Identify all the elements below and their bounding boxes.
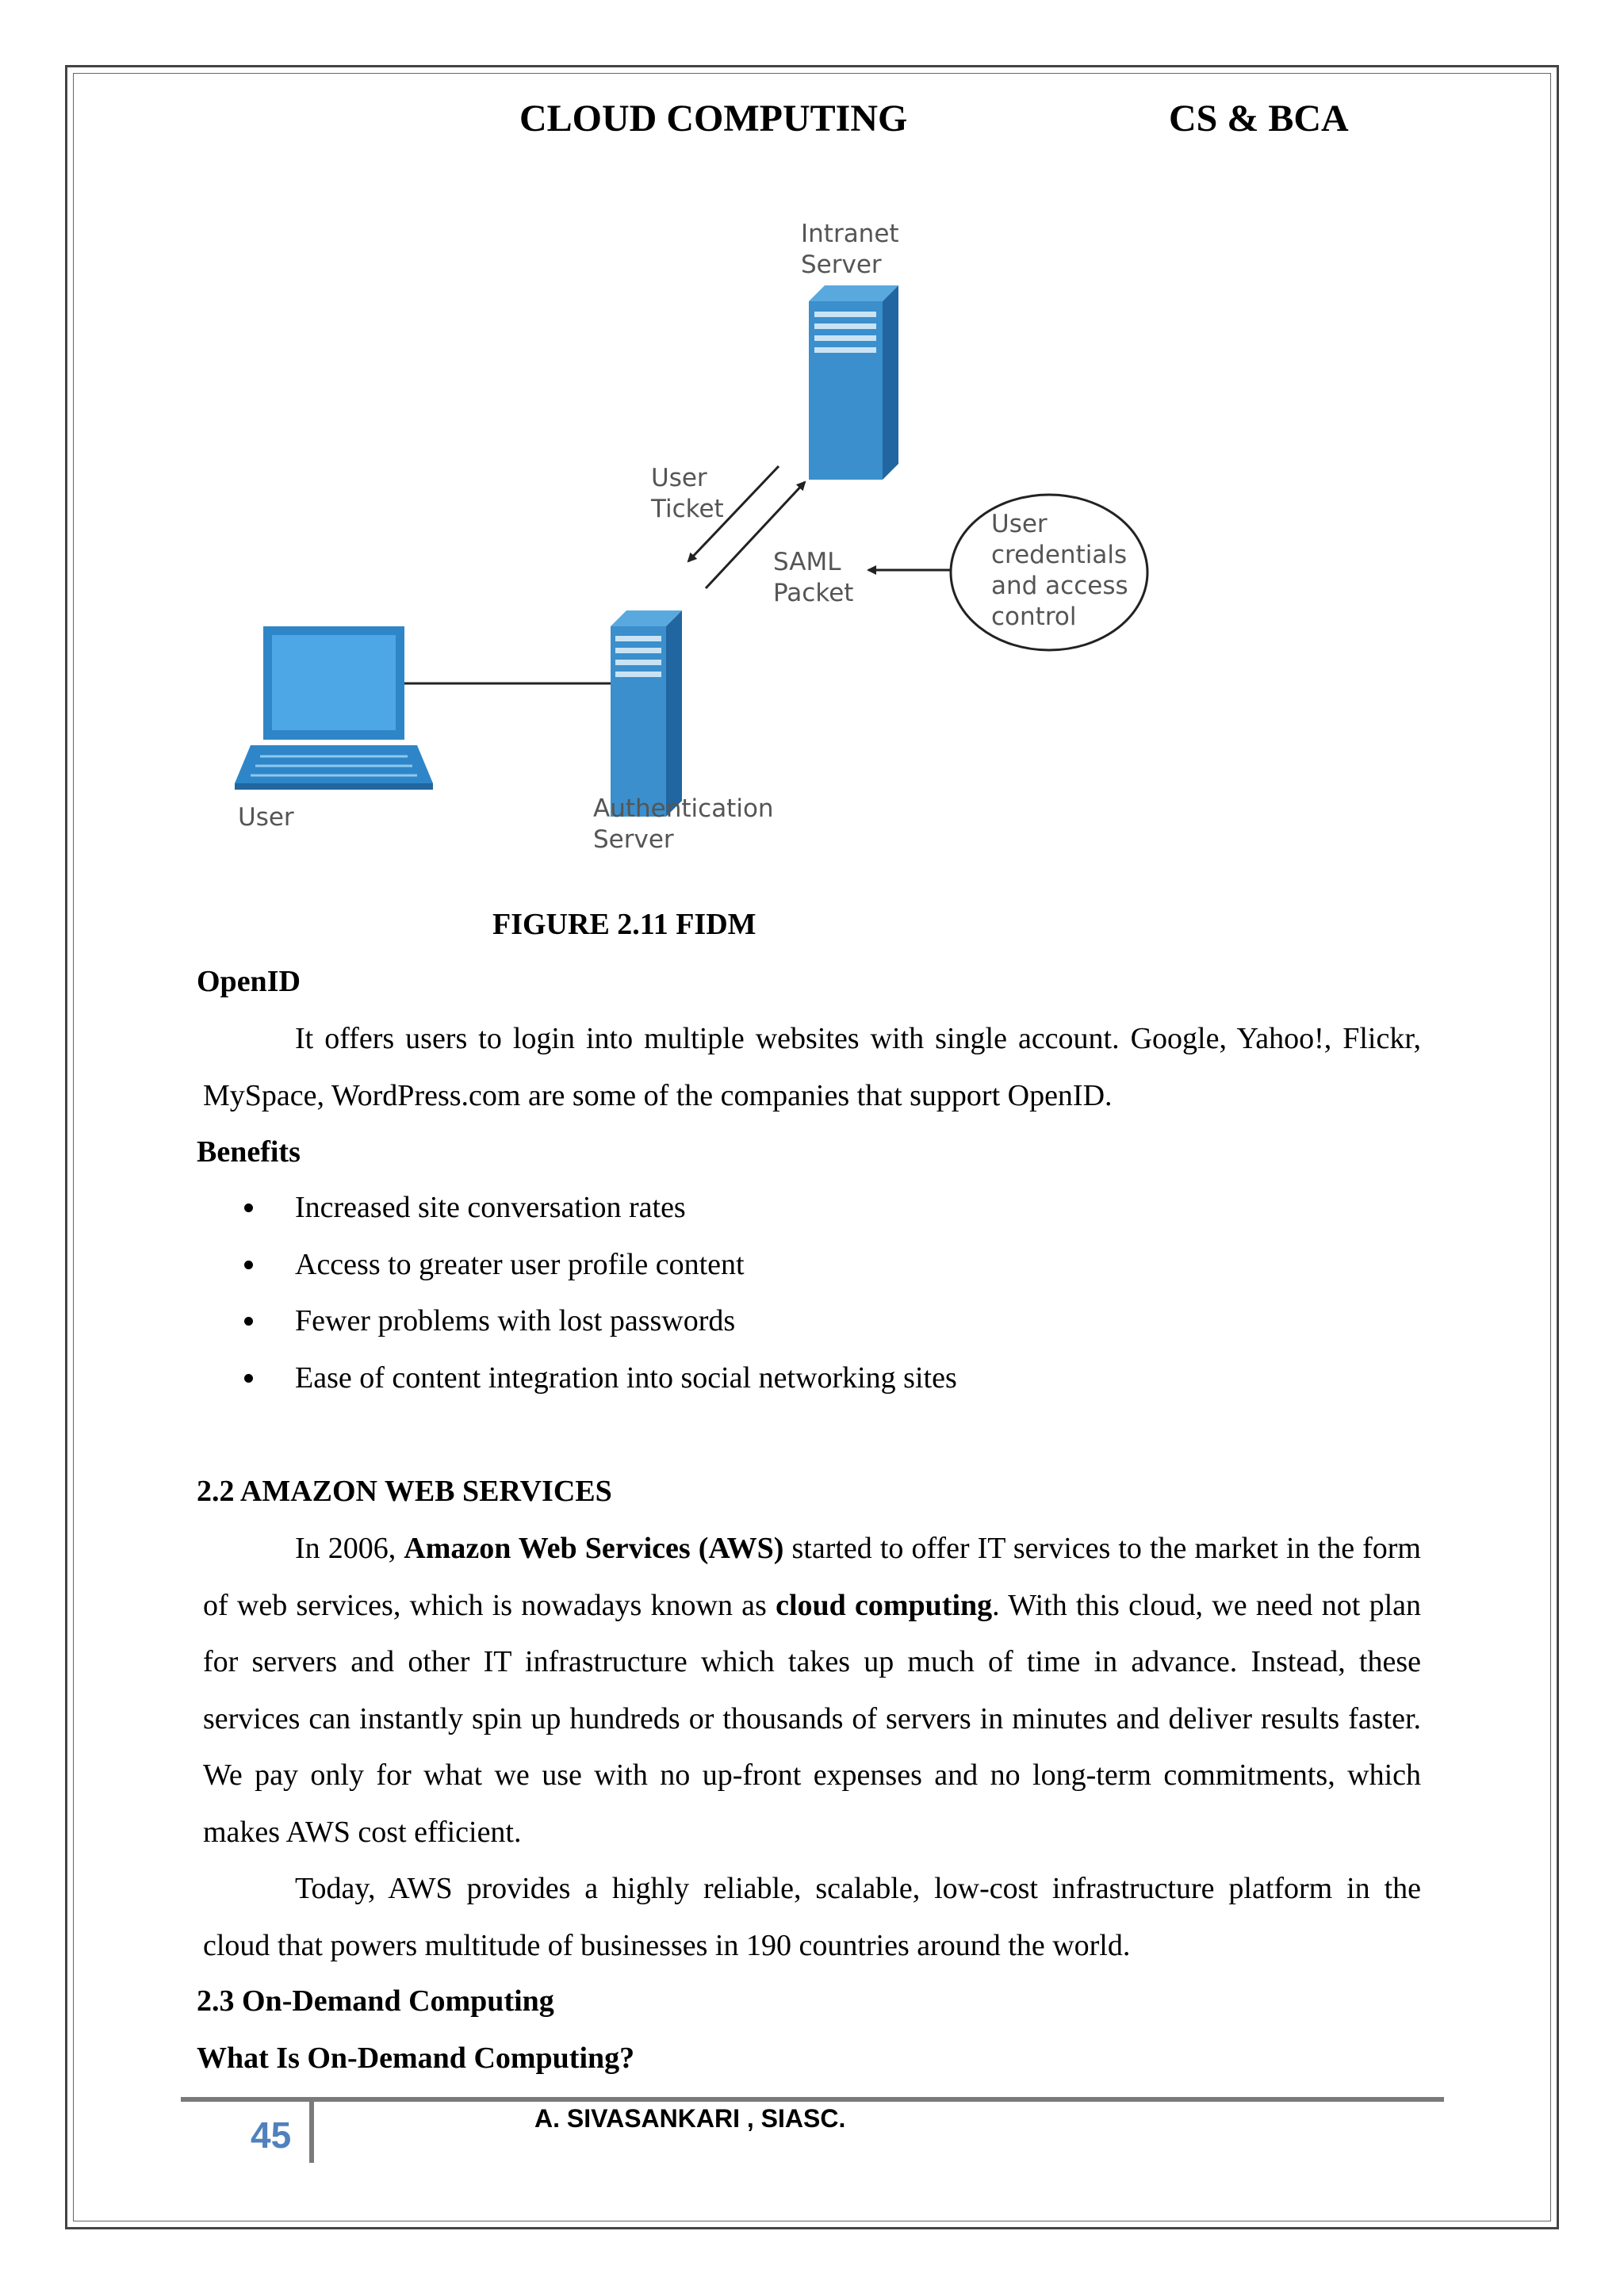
ondemand-subheading: What Is On-Demand Computing?: [197, 2042, 635, 2075]
credentials-label-4: control: [991, 603, 1077, 631]
credentials-label-1: User: [991, 510, 1048, 538]
intranet-server-icon: [809, 285, 898, 480]
laptop-icon: [235, 626, 433, 790]
list-item: Fewer problems with lost passwords: [197, 1293, 957, 1350]
auth-server-label-2: Server: [593, 825, 674, 854]
authentication-server-icon: [611, 610, 682, 817]
credentials-label-2: credentials: [991, 541, 1128, 569]
list-item: Access to greater user profile content: [197, 1237, 957, 1294]
intranet-server-label-2: Server: [801, 251, 882, 279]
bullet-icon: [244, 1203, 253, 1212]
figure-caption: FIGURE 2.11 FIDM: [492, 908, 756, 941]
aws-paragraph-2: Today, AWS provides a highly reliable, scalable, low-cost infrastructure platform in the cloud that powers multitude of businesses in 190 countries around the world.: [203, 1872, 1421, 1962]
credentials-label-3: and access: [991, 572, 1128, 600]
aws-heading: 2.2 AMAZON WEB SERVICES: [197, 1475, 612, 1508]
header-course: CS & BCA: [1169, 98, 1349, 140]
benefits-heading: Benefits: [197, 1135, 301, 1169]
openid-paragraph: It offers users to login into multiple websites with single account. Google, Yahoo!, Flickr, MySpace, WordPress.com are some of the companies that support OpenID.: [203, 1022, 1421, 1112]
user-ticket-label-1: User: [651, 464, 707, 492]
bullet-icon: [244, 1261, 253, 1269]
header-title: CLOUD COMPUTING: [519, 98, 908, 140]
benefits-list: [197, 1180, 957, 1406]
page-number: 45: [251, 2114, 292, 2156]
fidm-diagram-svg: [190, 214, 1189, 896]
list-item: Increased site conversation rates: [197, 1180, 957, 1237]
footer-rule: [181, 2097, 1444, 2102]
saml-packet-label-2: Packet: [773, 579, 854, 607]
aws-paragraph-1: In 2006, Amazon Web Services (AWS) started to offer IT services to the market in the form of web services, which is nowadays known as cloud computing. With this cloud, we need not plan for servers and other IT infrastructure which takes up much of time in advance. Instead, these services can instantly spin up hundreds or thousands of servers in minutes and deliver results faster. We pay only for what we use with no up-front expenses and no long-term commitments, which makes AWS cost efficient.: [203, 1532, 1422, 1849]
list-item: Ease of content integration into social networking sites: [197, 1350, 957, 1407]
user-ticket-label-2: Ticket: [651, 495, 724, 523]
openid-heading: OpenID: [197, 965, 301, 998]
bullet-icon: [244, 1317, 253, 1326]
footer-divider: [309, 2102, 314, 2163]
footer-author: A. SIVASANKARI , SIASC.: [534, 2104, 846, 2133]
saml-packet-label-1: SAML: [773, 548, 841, 576]
fidm-diagram: [190, 214, 1189, 896]
intranet-server-label-1: Intranet: [801, 220, 899, 248]
ondemand-heading: 2.3 On-Demand Computing: [197, 1984, 554, 2018]
user-label: User: [238, 803, 294, 832]
bullet-icon: [244, 1374, 253, 1383]
auth-server-label-1: Authentication: [593, 794, 774, 823]
